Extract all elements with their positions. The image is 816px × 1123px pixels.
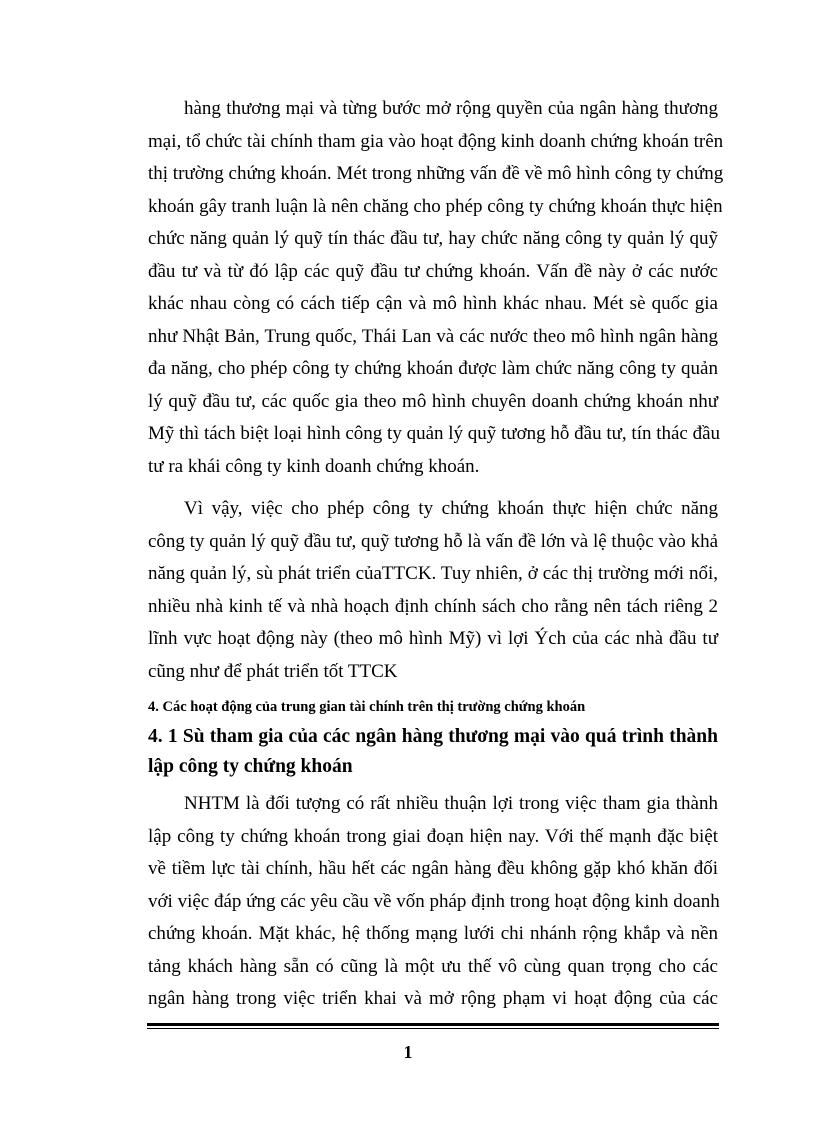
text-line: chức năng quản lý quỹ tín thác đầu tư, hay chức năng công ty quản lý quỹ — [148, 228, 718, 249]
text-line: Mỹ thì tách biệt loại hình công ty quản lý quỹ tương hỗ đầu tư, tín thác đầu — [148, 423, 721, 444]
footer-divider — [147, 1023, 719, 1029]
text-line: với việc đáp ứng các yêu cầu về vốn pháp định trong hoạt động kinh doanh — [148, 890, 720, 912]
text-line: khoán gây tranh luận là nên chăng cho phép công ty chứng khoán thực hiện — [148, 195, 723, 217]
text-line: NHTM là đối tượng có rất nhiều thuận lợi trong việc tham gia thành — [184, 793, 718, 814]
body-text — [148, 93, 724, 1016]
paragraph-1 — [148, 93, 724, 483]
text-line: tư ra khái công ty kinh doanh chứng khoán. — [148, 455, 480, 477]
text-line: nhiều nhà kinh tế và nhà hoạch định chính sách cho rằng nên tách riêng 2 — [148, 595, 718, 617]
page-number: 1 — [403, 1042, 413, 1062]
text-line: cũng như để phát triển tốt TTCK — [148, 660, 398, 682]
text-line: công ty quản lý quỹ đầu tư, quỹ tương hỗ là vấn đề lớn và lệ thuộc vào khả — [148, 530, 718, 552]
text-line: lý quỹ đầu tư, các quốc gia theo mô hình chuyên doanh chứng khoán như — [148, 390, 718, 412]
text-line: lập công ty chứng khoán trong giai đoạn hiện nay. Với thế mạnh đặc biệt — [148, 825, 718, 847]
text-line: đầu tư và từ đó lập các quỹ đầu tư chứng khoán. Vấn đề này ở các nước — [148, 260, 718, 282]
section-heading-4: 4. Các hoạt động của trung gian tài chính trên thị trường chứng khoán — [148, 699, 586, 715]
text-line: hàng thương mại và từng bước mở rộng quyền của ngân hàng thương — [184, 98, 718, 119]
text-line: Vì vậy, việc cho phép công ty chứng khoán thực hiện chức năng — [184, 498, 718, 519]
section-heading-4-1 — [148, 722, 718, 782]
heading-line: 4. 1 Sù tham gia của các ngân hàng thương mại vào quá trình thành — [148, 726, 718, 747]
text-line: chứng khoán. Mặt khác, hệ thống mạng lưới chi nhánh rộng khắp và nền — [148, 923, 718, 944]
text-line: thị trường chứng khoán. Mét trong những vấn đề về mô hình công ty chứng — [148, 163, 724, 184]
text-line: mại, tổ chức tài chính tham gia vào hoạt động kinh doanh chứng khoán trên — [148, 130, 724, 152]
text-line: tảng khách hàng sẵn có cũng là một ưu thế vô cùng quan trọng cho các — [148, 955, 718, 977]
text-line: năng quản lý, sù phát triển củaTTCK. Tuy nhiên, ở các thị trường mới nổi, — [148, 563, 718, 584]
paragraph-2 — [148, 493, 718, 688]
paragraph-3 — [148, 788, 718, 1016]
text-line: về tiềm lực tài chính, hầu hết các ngân hàng đều không gặp khó khăn đối — [148, 858, 718, 879]
text-line: khác nhau còng có cách tiếp cận và mô hình khác nhau. Mét sè quốc gia — [148, 293, 718, 314]
footer-rule-thin — [147, 1028, 719, 1029]
text-line: đa năng, cho phép công ty chứng khoán được làm chức năng công ty quản — [148, 358, 718, 379]
text-line: như Nhật Bản, Trung quốc, Thái Lan và các nước theo mô hình ngân hàng — [148, 325, 718, 347]
text-line: ngân hàng trong việc triển khai và mở rộng phạm vi hoạt động của các — [148, 988, 718, 1009]
heading-line: lập công ty chứng khoán — [148, 756, 353, 777]
paragraph-spacer — [148, 483, 718, 493]
text-line: lĩnh vực hoạt động này (theo mô hình Mỹ) vì lợi Ých của các nhà đầu tư — [148, 628, 718, 649]
